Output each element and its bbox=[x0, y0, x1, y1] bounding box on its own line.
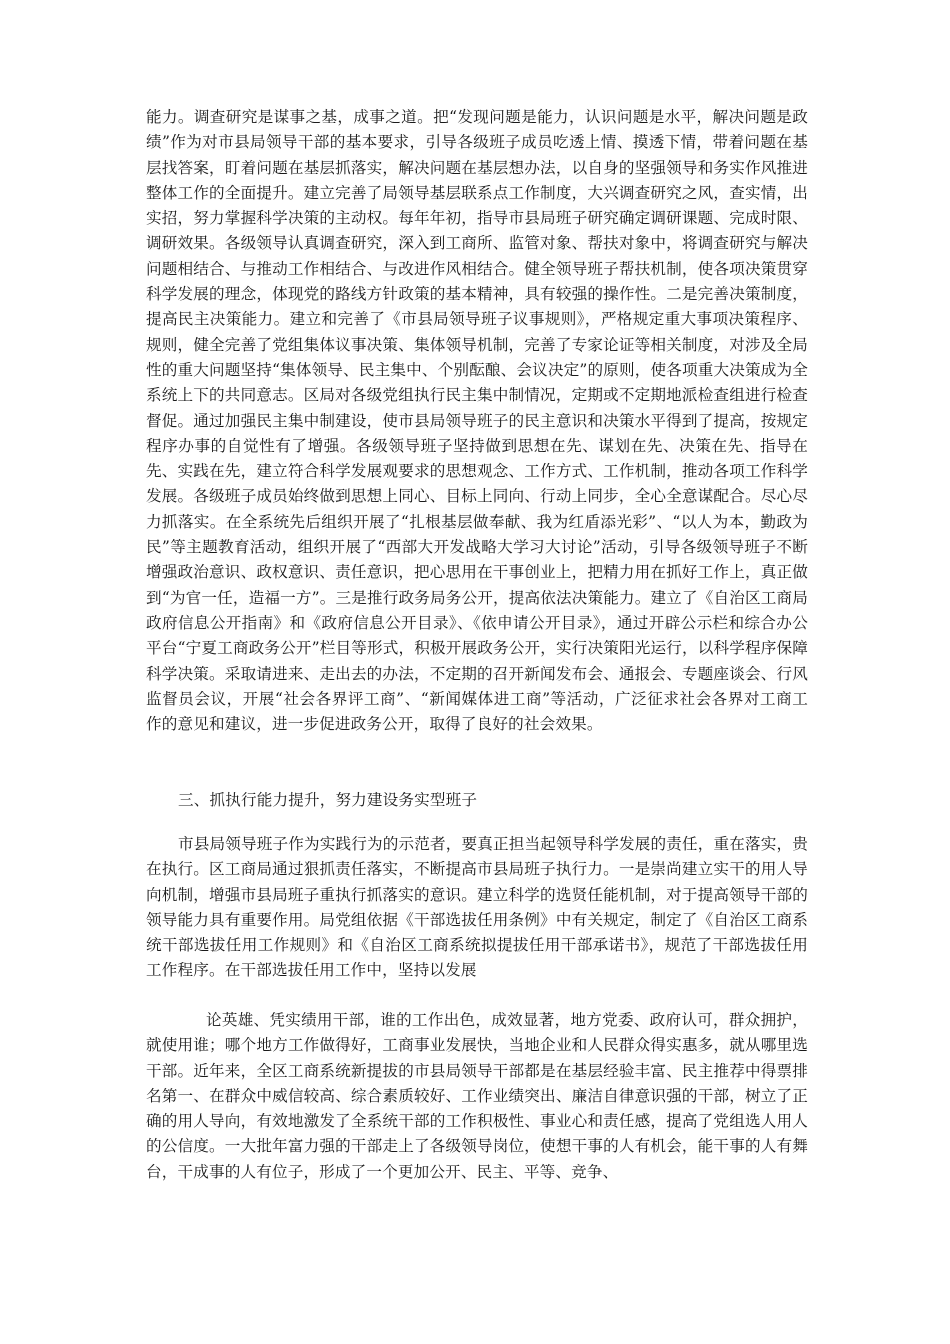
section-heading: 三、抓执行能力提升，努力建设务实型班子 bbox=[178, 791, 478, 809]
body-paragraph: 市县局领导班子作为实践行为的示范者，要真正担当起领导科学发展的责任，重在落实，贵在执行。区工商局通过狠抓责任落实，不断提高市县局班子执行力。一是崇尚建立实干的用人导向机制，增强市县局班子重执行抓落实的意识。建立科学的选贤任能机制，对于提高领导干部的领导能力具有重要作用。局党组依据《干部选拔任用条例》中有关规定，制定了《自治区工商系统干部选拔任用工作规则》和《自治区工商系统拟提拔任用干部承诺书》，规范了干部选拔任用工作程序。在干部选拔任用工作中，坚持以发展 bbox=[146, 835, 808, 980]
body-paragraph: 能力。调查研究是谋事之基，成事之道。把“发现问题是能力，认识问题是水平，解决问题是政绩”作为对市县局领导干部的基本要求，引导各级班子成员吃透上情、摸透下情，带着问题在基层找答案，盯着问题在基层抓落实，解决问题在基层想办法，以自身的坚强领导和务实作风推进整体工作的全面提升。建立完善了局领导基层联系点工作制度，大兴调查研究之风，查实情，出实招，努力掌握科学决策的主动权。每年年初，指导市县局班子研究确定调研课题、完成时限、调研效果。各级领导认真调查研究，深入到工商所、监管对象、帮扶对象中，将调查研究与解决问题相结合、与推动工作相结合、与改进作风相结合。健全领导班子帮扶机制，使各项决策贯穿科学发展的理念，体现党的路线方针政策的基本精神，具有较强的操作性。二是完善决策制度，提高民主决策能力。建立和完善了《市县局领导班子议事规则》，严格规定重大事项决策程序、规则，健全完善了党组集体议事决策、集体领导机制，完善了专家论证等相关制度，对涉及全局性的重大问题坚持“集体领导、民主集中、个别酝酿、会议决定”的原则，使各项重大决策成为全系统上下的共同意志。区局对各级党组执行民主集中制情况，定期或不定期地派检查组进行检查督促。通过加强民主集中制建设，使市县局领导班子的民主意识和决策水平得到了提高，按规定程序办事的自觉性有了增强。各级领导班子坚持做到思想在先、谋划在先、决策在先、指导在先、实践在先，建立符合科学发展观要求的思想观念、工作方式、工作机制，推动各项工作科学发展。各级班子成员始终做到思想上同心、目标上同向、行动上同步，全心全意谋配合。尽心尽力抓落实。在全系统先后组织开展了“扎根基层做奉献、我为红盾添光彩”、“以人为本，勤政为民”等主题教育活动，组织开展了“西部大开发战略大学习大讨论”活动，引导各级领导班子不断增强政治意识、政权意识、责任意识，把心思用在干事创业上，把精力用在抓好工作上，真正做到“为官一任，造福一方”。三是推行政务局务公开，提高依法决策能力。建立了《自治区工商局政府信息公开指南》和《政府信息公开目录》、《依申请公开目录》，通过开辟公示栏和综合办公平台“宁夏工商政务公开”栏目等形式，积极开展政务公开，实行决策阳光运行，以科学程序保障科学决策。采取请进来、走出去的办法，不定期的召开新闻发布会、通报会、专题座谈会、行风监督员会议，开展“社会各界评工商”、“新闻媒体进工商”等活动，广泛征求社会各界对工商工作的意见和建议，进一步促进政务公开，取得了良好的社会效果。 bbox=[146, 108, 808, 734]
body-paragraph: 论英雄、凭实绩用干部，谁的工作出色，成效显著，地方党委、政府认可，群众拥护，就使用谁；哪个地方工作做得好，工商事业发展快，当地企业和人民群众得实惠多，就从哪里选干部。近年来，全区工商系统新提拔的市县局领导干部都是在基层经验丰富、民主推荐中得票排名第一、在群众中威信较高、综合素质较好、工作业绩突出、廉洁自律意识强的干部，树立了正确的用人导向，有效地激发了全系统干部的工作积极性、事业心和责任感，提高了党组选人用人的公信度。一大批年富力强的干部走上了各级领导岗位，使想干事的人有机会，能干事的人有舞台，干成事的人有位子，形成了一个更加公开、民主、平等、竞争、 bbox=[146, 1011, 808, 1181]
